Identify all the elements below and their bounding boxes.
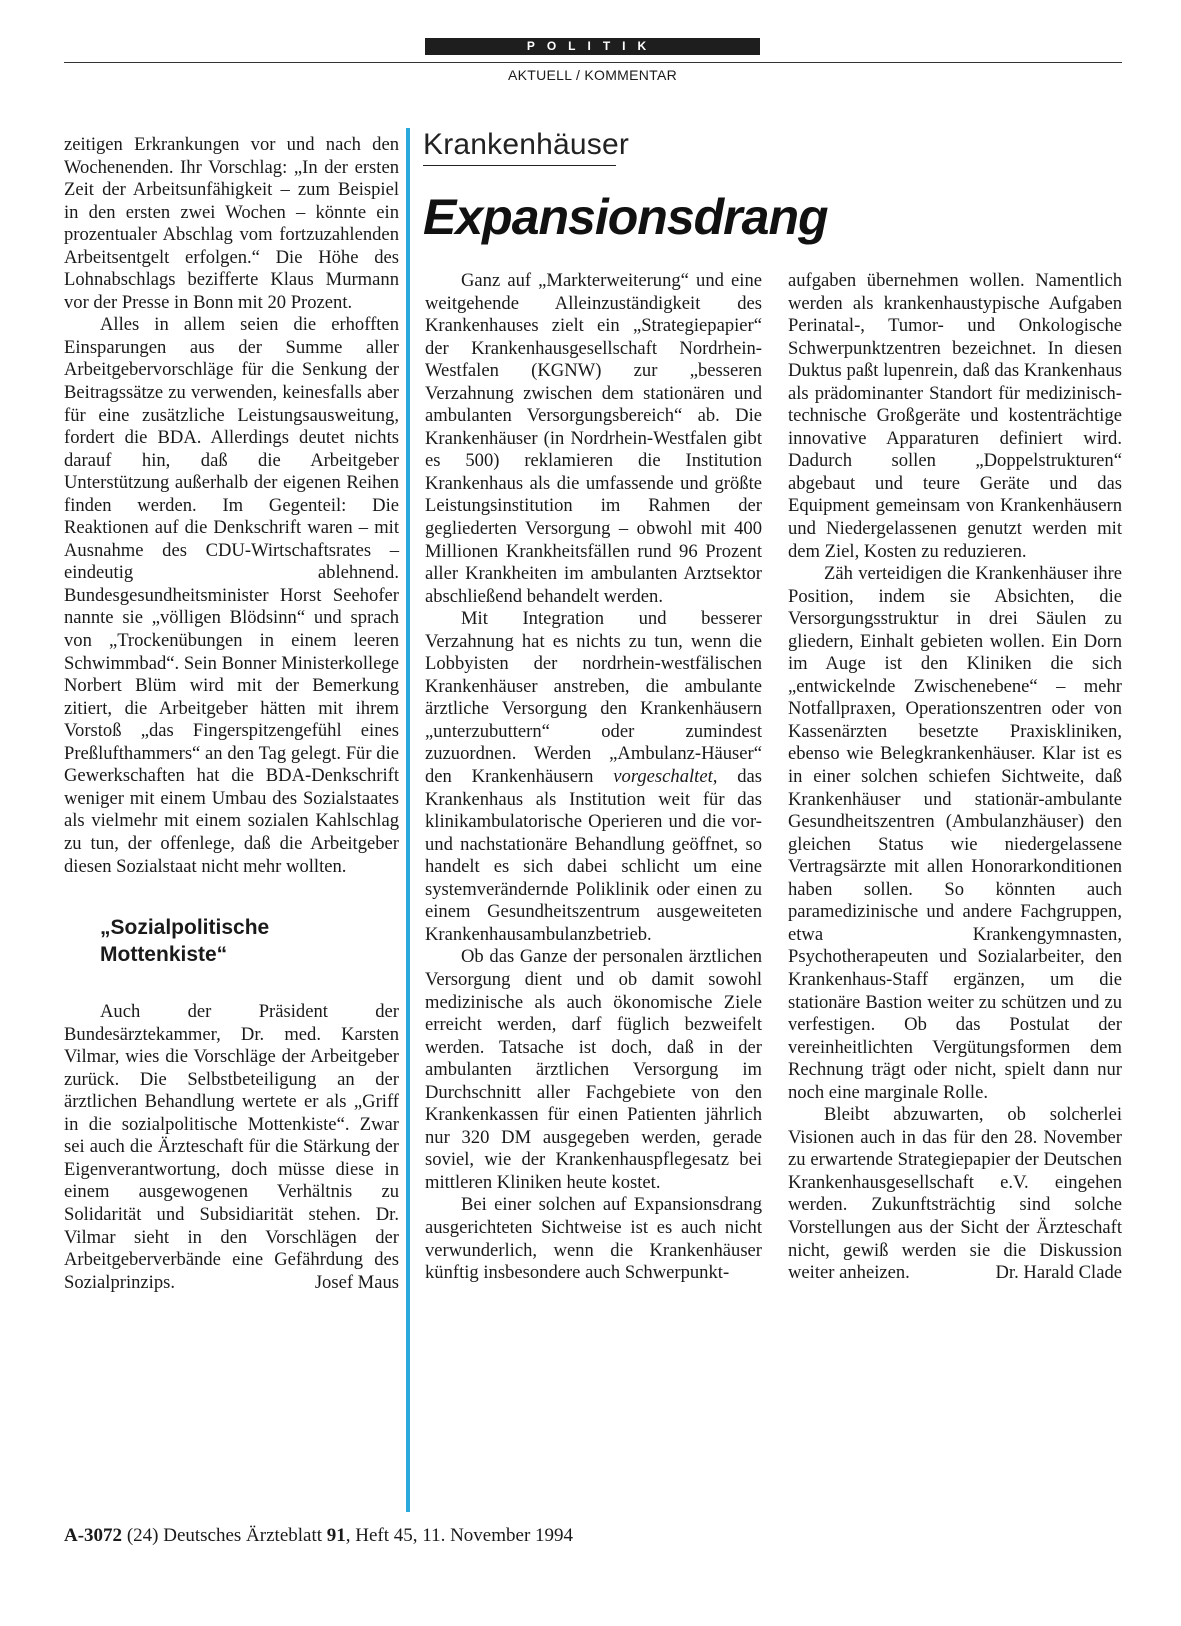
subheading-line: Mottenkiste“ [100, 943, 228, 967]
column-middle [425, 270, 762, 1285]
paragraph: aufgaben übernehmen wollen. Namentlich werden als krankenhaustypische Aufgaben Perinatal-, Tumor- und Onkologische Schwerpunktzentren bezeichnet. In diesen Duktus paßt lupenrein, daß das Krankenhaus als prädominanter Standort für medizinisch-technische Großgeräte und kostenträchtige innovative Apparaturen definiert wird. Dadurch sollen „Doppelstrukturen“ abgebaut und teure Geräte und das Equipment gemeinsam von Krankenhäusern und Niedergelassenen genutzt werden mit dem Ziel, Kosten zu reduzieren. [788, 270, 1122, 562]
article-kicker: Krankenhäuser [423, 128, 630, 161]
author-byline: Dr. Harald Clade [995, 1262, 1122, 1284]
column-right [788, 270, 1122, 1285]
section-subtitle: AKTUELL / KOMMENTAR [507, 67, 678, 83]
paragraph: Zäh verteidigen die Krankenhäuser ihre Position, indem sie Absichten, die Versorgungsstruktur in drei Säulen zu gliedern, Einhalt gebieten wollen. Ein Dorn im Auge ist den Kliniken die sich „entwickelnde Zwischenebene“ – mehr Notfallpraxen, Operationszentren oder von Kassenärzten besetzte Praxiskliniken, ebenso wie Belegkrankenhäuser. Klar ist es in einer solchen schiefen Sichtweite, daß Krankenhäuser und stationär-ambulante Gesundheitszentren (Ambulanzhäuser) den gleichen Status wie niedergelassene Vertragsärzte mit allen Honorarkonditionen haben sollen. So könnten auch paramedizinische und andere Fachgruppen, etwa Krankengymnasten, Psychotherapeuten und Sozialarbeiter, den Krankenhaus-Staff ergänzen, um die stationäre Bastion weiter zu schützen und zu verfestigen. Ob das Postulat der vereinheitlichten Vergütungsformen dem Rechnung trägt oder nicht, spielt dann nur noch eine marginale Rolle. [788, 563, 1122, 1103]
paragraph-text: das Krankenhaus als Institution weit für das klinikambulatorische Operieren und die vor- und nachstationäre Behandlung geöffnet, so handelt es sich dabei schlicht um eine systemverändernde Poliklinik oder einen zu einem Gesundheitszentrum ausgeweiteten Krankenhausambulanzbetrieb. [425, 766, 763, 945]
page-code: A-3072 [64, 1525, 123, 1546]
page-footer [64, 1525, 573, 1547]
paragraph [425, 608, 762, 946]
issue-info: , Heft 45, 11. November 1994 [345, 1525, 574, 1546]
subheading-line: „Sozialpolitische [100, 916, 270, 940]
journal-name: Deutsches Ärzteblatt [163, 1525, 323, 1546]
accent-rule [406, 128, 410, 1512]
paragraph: Ob das Ganze der personalen ärztlichen Versorgung dient und ob damit sowohl medizinische als auch ökonomische Ziele erreicht werden, darf füglich bezweifelt werden. Tatsache ist doch, daß in der ambulanten ärztlichen Versorgung im Durchschnitt aller Fachgebiete von den Krankenkassen für einen Patienten jährlich nur 320 DM ausgegeben werden, gerade soviel, wie der Krankenhauspflegesatz bei mittleren Kliniken heute kostet. [425, 946, 762, 1193]
page-number: (24) [126, 1525, 159, 1546]
subheading [100, 914, 399, 968]
paragraph: Ganz auf „Markterweiterung“ und eine weitgehende Alleinzuständigkeit des Krankenhauses zielt ein „Strategiepapier“ der Krankenhausgesellschaft Nordrhein-Westfalen (KGNW) zur „besseren Verzahnung zwischen dem stationären und ambulanten Versorgungsbereich“ ab. Die Krankenhäuser (in Nordrhein-Westfalen gibt es 500) reklamieren die Institution Krankenhaus als die umfassende und größte Leistungsinstitution im Rahmen der gegliederten Versorgung – obwohl mit 400 Millionen Krankheitsfällen rund 96 Prozent aller Krankheiten im ambulanten Arztsektor abschließend behandelt werden. [425, 270, 762, 607]
paragraph: Alles in allem seien die erhofften Einsparungen aus der Summe aller Arbeitgebervorschläge für die Senkung der Beitragssätze zu verwenden, keinesfalls aber für eine zusätzliche Leistungsausweitung, fordert die BDA. Allerdings deutet nichts darauf hin, daß die Arbeitgeber Unterstützung außerhalb der eigenen Reihen finden werden. Im Gegenteil: Die Reaktionen auf die Denkschrift waren – mit Ausnahme des CDU-Wirtschaftsrates – eindeutig ablehnend. Bundesgesundheitsminister Horst Seehofer nannte sie „völligen Blödsinn“ und sprach von „Trockenübungen in einem leeren Schwimmbad“. Sein Bonner Ministerkollege Norbert Blüm wird mit der Bemerkung zitiert, die Arbeitgeber hätten mit ihrem Vorstoß „das Fingerspitzengefühl eines Preßlufthammers“ an den Tag gelegt. Für die Gewerkschaften hat die BDA-Denkschrift weniger mit einem Umbau des Sozialstaates als vielmehr mit einem sozialen Kahlschlag zu tun, der offenlege, daß die Arbeitgeber diesen Sozialstaat nicht mehr wollten. [64, 314, 399, 877]
author-byline: Josef Maus [314, 1271, 399, 1293]
paragraph-text: Bleibt abzuwarten, ob solcherlei Visionen auch in das für den 28. November zu erwartende Strategiepapier der Deutschen Krankenhausgesellschaft e.V. eingehen werden. Zukunftsträchtig sind solche Vorstellungen aus der Sicht der Ärzteschaft nicht, gewiß werden sie die Diskussion weiter anheizen. [788, 1104, 1122, 1284]
paragraph: Bei einer solchen auf Expansionsdrang ausgerichteten Sichtweise ist es auch nicht verwunderlich, wenn die Krankenhäuser künftig insbesondere auch Schwerpunkt- [425, 1194, 762, 1284]
kicker-underline [423, 165, 616, 166]
emphasis-text: vorgeschaltet, [613, 766, 718, 788]
header-divider [64, 62, 1122, 63]
column-left [64, 134, 399, 1294]
paragraph-text: Auch der Präsident der Bundesärztekammer, Dr. med. Karsten Vilmar, wies die Vorschläge der Arbeitgeber zurück. Die Selbstbeteiligung an der ärztlichen Behandlung wertete er als „Griff in die sozialpolitische Mottenkiste“. Zwar sei auch die Ärzteschaft für die Stärkung der Eigenverantwortung, doch müsse diese in einem ausgewogenen Verhältnis zu Solidarität und Subsidiarität stehen. Dr. Vilmar sieht in den Vorschlägen der Arbeitgeberverbände eine Gefährdung des Sozialprinzips. [64, 1001, 399, 1293]
paragraph [64, 1001, 399, 1294]
paragraph [788, 1104, 1122, 1284]
journal-volume: 91 [326, 1525, 346, 1546]
paragraph: zeitigen Erkrankungen vor und nach den Wochenenden. Ihr Vorschlag: „In der ersten Zeit der Arbeitsunfähigkeit – zum Beispiel in den ersten zwei Wochen – könnte ein prozentualer Abschlag vom fortzuzahlenden Arbeitsentgelt erfolgen.“ Die Höhe des Lohnabschlags bezifferte Klaus Murmann vor der Presse in Bonn mit 20 Prozent. [64, 134, 399, 313]
article-headline: Expansionsdrang [423, 189, 828, 245]
paragraph-text: Mit Integration und besserer Verzahnung hat es nichts zu tun, wenn die Lobbyisten der nordrhein-westfälischen Krankenhäuser anstreben, die ambulante ärztliche Versorgung den Krankenhäusern „unterzubuttern“ oder zumindest zuzuordnen. Werden „Ambulanz-Häuser“ den Krankenhäusern [425, 608, 762, 788]
section-label: POLITIK [425, 38, 760, 55]
